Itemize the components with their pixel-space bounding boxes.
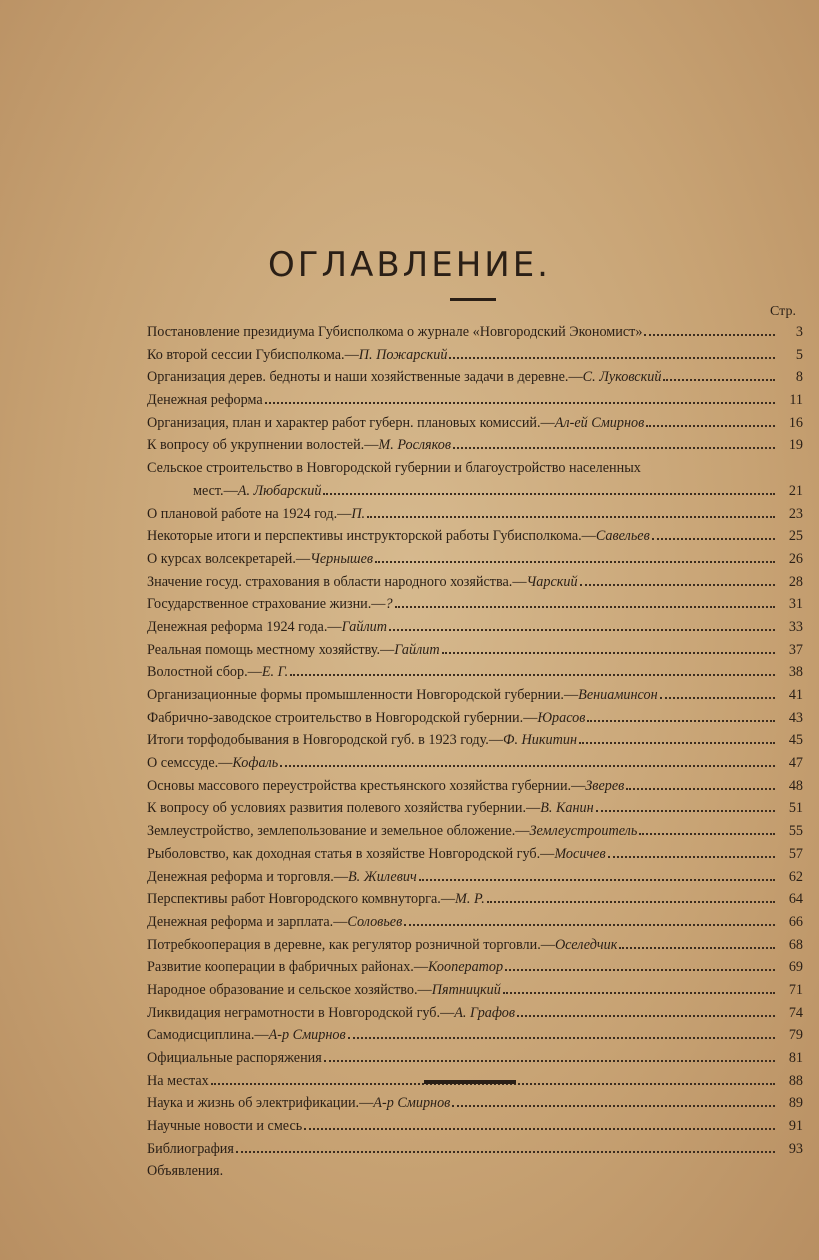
toc-entry-author: Землеустроитель [529, 823, 638, 840]
toc-entry-author: Кофаль [232, 755, 279, 772]
toc-entry [147, 820, 803, 843]
toc-title-text: Основы массового переустройства крестьянского хозяйства губернии.— [147, 777, 586, 794]
toc-title-text: мест.— [193, 482, 238, 499]
toc-entry-page: 91 [788, 1118, 803, 1135]
toc-entry [147, 1024, 803, 1047]
toc-entry-author: Е. Г. [261, 664, 289, 681]
dot-leader [608, 846, 775, 858]
dot-leader [323, 483, 775, 495]
toc-entry-page: 89 [788, 1095, 803, 1112]
toc-title-text: О плановой работе на 1924 год.— [147, 505, 352, 522]
toc-title-text: Перспективы работ Новгородского комвнуторга.— [147, 891, 456, 908]
toc-entry-title [147, 434, 451, 457]
toc-entry-author: Вениаминсон [578, 687, 658, 703]
toc-entry [147, 321, 803, 344]
toc-entry-page: 28 [788, 573, 803, 590]
toc-entry-title [193, 480, 321, 503]
toc-entry-title [147, 979, 501, 1002]
toc-title-text: Значение госуд. страхования в области народного хозяйства.— [147, 573, 527, 590]
toc-entry-title [147, 1002, 515, 1025]
toc-entry-author: С. Луковский [582, 369, 662, 386]
dot-leader [639, 823, 775, 835]
dot-leader [580, 574, 775, 586]
toc-entry [147, 525, 803, 548]
dot-leader [304, 1118, 775, 1130]
toc-title-text: К вопросу об условиях развития полевого хозяйства губернии.— [147, 800, 541, 817]
toc-entry-page: 69 [788, 959, 803, 976]
toc-entry-author: А. Любарский [237, 482, 322, 499]
toc-entry [147, 729, 803, 752]
toc-title-text: Ликвидация неграмотности в Новгородской губ.— [147, 1004, 455, 1021]
toc-title-text: О курсах волсекретарей.— [147, 550, 311, 567]
toc-entry [147, 956, 803, 979]
toc-title-text: Денежная реформа и зарплата.— [147, 913, 348, 930]
toc-entry-page: 25 [788, 528, 803, 545]
toc-entry [147, 389, 803, 412]
toc-entry-page: 8 [795, 369, 803, 386]
toc-title-text: Денежная реформа и торговля.— [147, 868, 349, 885]
toc-entry-page: 55 [788, 823, 803, 840]
toc-entry-page: 51 [788, 800, 803, 817]
toc-entry-page: 23 [788, 505, 803, 522]
dot-leader [452, 1095, 775, 1107]
toc-title-text: Научные новости и смесь [147, 1118, 303, 1135]
title-underline [450, 298, 496, 301]
toc-entry-title [147, 616, 387, 639]
toc-entry-page: 79 [788, 1027, 803, 1044]
toc-title-text: Землеустройство, землепользование и земельное обложение.— [147, 823, 530, 840]
toc-entry-title [147, 1160, 223, 1183]
dot-leader [375, 551, 775, 563]
dot-leader [579, 732, 775, 744]
toc-entry-page: 41 [788, 687, 803, 703]
dot-leader [503, 982, 775, 994]
toc-entry-page: 33 [788, 618, 803, 635]
toc-entry-page: 71 [788, 981, 803, 998]
toc-entry-page: 19 [788, 437, 803, 454]
toc-entry [147, 797, 803, 820]
toc-title-text: Денежная реформа 1924 года.— [147, 618, 342, 635]
toc-entry-author: В. Жилевич [348, 868, 417, 885]
toc-entry-page: 93 [788, 1140, 803, 1157]
toc-entry-author: Пятницкий [431, 981, 501, 998]
toc-entry [147, 1047, 803, 1070]
toc-entry-page: 62 [788, 868, 803, 885]
toc-title-text: Итоги торфодобывания в Новгородской губ. в 1923 году.— [147, 732, 504, 749]
dot-leader [290, 664, 775, 676]
toc-title-text: Народное образование и сельское хозяйство.— [147, 981, 432, 998]
toc-entry-author: Ал-ей Смирнов [554, 414, 645, 431]
toc-title-text: Реальная помощь местному хозяйству.— [147, 641, 395, 658]
dot-leader [663, 369, 775, 381]
toc-entry-page: 5 [795, 346, 803, 363]
toc-title-text: Государственное страхование жизни.— [147, 596, 386, 613]
toc-title-text: Библиография [147, 1140, 234, 1157]
toc-title-text: Организация дерев. бедноты и наши хозяйственные задачи в деревне.— [147, 369, 583, 386]
toc-title-text: На местах [147, 1072, 209, 1089]
toc-entry-title [147, 775, 624, 798]
toc-entry-title [147, 934, 617, 957]
toc-title-text: Постановление президиума Губисполкома о журнале «Новгородский Экономист» [147, 324, 643, 340]
toc-entry-author: А-р Смирнов [373, 1095, 451, 1112]
toc-entry-title [147, 729, 577, 752]
toc-title-text: Рыболовство, как доходная статья в хозяйстве Новгородской губ.— [147, 845, 555, 862]
toc-entry [147, 1138, 803, 1161]
toc-entry-title [147, 593, 393, 616]
toc-entry [147, 503, 803, 526]
toc-title-text: К вопросу об укрупнении волостей.— [147, 437, 379, 454]
toc-entry [147, 979, 803, 1002]
toc-entry-title [147, 344, 447, 367]
toc-entry [147, 593, 803, 616]
toc-entry-page: 43 [788, 709, 803, 726]
toc-entry [147, 639, 803, 662]
toc-entry-title [147, 1070, 209, 1093]
toc-title-text: Ко второй сессии Губисполкома.— [147, 346, 359, 363]
toc-entry-author: Соловьев [347, 913, 403, 930]
toc-entry [147, 571, 803, 594]
dot-leader [395, 596, 775, 608]
toc-entry-title [147, 707, 585, 730]
toc-title-text: Самодисциплина.— [147, 1027, 269, 1044]
dot-leader [348, 1027, 775, 1039]
toc-entry-page: 81 [788, 1050, 803, 1066]
toc-entry [147, 866, 803, 889]
toc-entry-author: Чарский [526, 573, 578, 590]
toc-entry-author: Гайлит [394, 641, 440, 658]
dot-leader [324, 1050, 775, 1062]
dot-leader [442, 642, 775, 654]
dot-leader [449, 347, 775, 359]
toc-entry-author: М. Р. [455, 891, 485, 908]
toc-entry-page: 38 [788, 664, 803, 681]
toc-entry-title [147, 684, 658, 707]
toc-entry [147, 843, 803, 866]
toc-entry-author: Гайлит [341, 618, 388, 635]
toc-entry-author: А. Графов [454, 1004, 516, 1021]
toc-title-text: Организация, план и характер работ губерн. плановых комиссий.— [147, 414, 555, 431]
dot-leader [505, 959, 775, 971]
toc-entry-title [147, 366, 661, 389]
toc-entry-title [147, 457, 641, 480]
toc-entry-page: 21 [788, 482, 803, 499]
toc-entry [147, 366, 803, 389]
toc-entry-author: Кооператор [428, 959, 504, 976]
toc-entry-title [147, 661, 288, 684]
page-title: ОГЛАВЛЕНИЕ. [268, 245, 551, 285]
dot-leader [419, 869, 775, 881]
toc-entry-title [147, 888, 485, 911]
toc-entry-title [147, 548, 373, 571]
toc-entry-page: 3 [795, 324, 803, 340]
toc-title-text: Волостной сбор.— [147, 664, 262, 681]
toc-entry-title [147, 843, 606, 866]
dot-leader [389, 619, 775, 631]
toc-entry-page: 48 [788, 777, 803, 794]
toc-entry-page: 45 [788, 732, 803, 749]
toc-title-text: Официальные распоряжения [147, 1050, 322, 1066]
toc-entry [147, 434, 803, 457]
toc-entry [147, 344, 803, 367]
toc-entry-author: В. Канин [540, 800, 594, 817]
toc-entry-page: 16 [788, 414, 803, 431]
toc-entry-author: Зверев [585, 777, 625, 794]
dot-leader [626, 778, 775, 790]
toc-entry [147, 911, 803, 934]
toc-entry-author: П. Пожарский [358, 346, 448, 363]
toc-entry-author: Мосичев [554, 845, 606, 862]
toc-title-text: О семссуде.— [147, 755, 233, 772]
toc-title-text: Денежная реформа [147, 392, 263, 409]
toc-entry-title [147, 752, 278, 775]
toc-title-text: Организационные формы промышленности Новгородской губернии.— [147, 687, 579, 703]
toc-entry-page: 74 [788, 1004, 803, 1021]
toc-entry-author: А-р Смирнов [268, 1027, 346, 1044]
toc-entry [147, 1115, 803, 1138]
dot-leader [265, 392, 775, 404]
toc-entry [147, 616, 803, 639]
toc-entry-page: 68 [788, 936, 803, 953]
toc-entry-title [147, 571, 578, 594]
toc-title-text: Развитие кооперации в фабричных районах.— [147, 959, 429, 976]
toc-entry-title [147, 866, 417, 889]
toc-entry [147, 752, 803, 775]
dot-leader [646, 415, 775, 427]
toc-entry [147, 457, 803, 480]
toc-entry-page: 64 [788, 891, 803, 908]
dot-leader [236, 1141, 775, 1153]
dot-leader [660, 687, 775, 699]
toc-entry-title [147, 911, 402, 934]
dot-leader [652, 528, 775, 540]
toc-entry-title [147, 1047, 322, 1070]
toc-entry-title [147, 639, 440, 662]
toc-entry-page: 47 [788, 755, 803, 772]
toc-entry-page: 26 [788, 550, 803, 567]
toc-entry-title [147, 956, 503, 979]
toc-entry-author: Чернышев [310, 550, 374, 567]
dot-leader [619, 937, 775, 949]
toc-entry-title [147, 1024, 346, 1047]
toc-entry-author: Оселедчик [554, 936, 618, 953]
toc-entry-page: 31 [788, 596, 803, 613]
toc-title-text: Сельское строительство в Новгородской губернии и благоустройство населенных [147, 460, 641, 477]
toc-title-text: Фабрично-заводское строительство в Новгородской губернии.— [147, 709, 538, 726]
toc-entry-author: ? [385, 596, 393, 613]
bottom-divider [424, 1080, 516, 1084]
dot-leader [280, 755, 775, 767]
toc-entry-author: П. [351, 505, 366, 522]
toc-entry-page: 11 [789, 392, 803, 409]
toc-entry [147, 934, 803, 957]
toc-title-text: Некоторые итоги и перспективы инструкторской работы Губисполкома.— [147, 528, 596, 545]
toc-entry-title [147, 820, 637, 843]
toc-entry-author: М. Росляков [378, 437, 451, 454]
dot-leader [644, 324, 775, 336]
dot-leader [487, 891, 775, 903]
toc-title-text: Объявления. [147, 1163, 224, 1180]
toc-entry [147, 888, 803, 911]
toc-entry-title [147, 321, 642, 344]
table-of-contents [147, 321, 803, 1183]
toc-entry-title [147, 503, 365, 526]
toc-entry [147, 412, 803, 435]
toc-entry-title [147, 797, 594, 820]
toc-title-text: Потребкооперация в деревне, как регулятор розничной торговли.— [147, 936, 555, 953]
toc-entry-page: 88 [788, 1072, 803, 1089]
toc-entry-page: 66 [788, 913, 803, 930]
toc-entry-title [147, 525, 650, 548]
dot-leader [587, 710, 775, 722]
dot-leader [517, 1005, 775, 1017]
toc-entry-page: 37 [788, 641, 803, 658]
toc-entry [147, 1002, 803, 1025]
toc-entry [147, 775, 803, 798]
dot-leader [367, 506, 775, 518]
page-column-label: Стр. [770, 304, 796, 319]
toc-entry [147, 1160, 803, 1183]
dot-leader [404, 914, 775, 926]
toc-entry-title [147, 1092, 450, 1115]
toc-entry-author: Ф. Никитин [503, 732, 577, 749]
toc-entry-author: Юрасов [537, 709, 586, 726]
toc-entry-title [147, 1138, 234, 1161]
toc-title-text: Наука и жизнь об электрификации.— [147, 1095, 374, 1112]
dot-leader [596, 800, 775, 812]
toc-entry-title [147, 1115, 302, 1138]
toc-entry [147, 707, 803, 730]
toc-entry [147, 684, 803, 707]
toc-entry [147, 548, 803, 571]
toc-entry-title [147, 412, 644, 435]
toc-entry [147, 661, 803, 684]
dot-leader [453, 437, 775, 449]
toc-entry [147, 480, 803, 503]
toc-entry [147, 1092, 803, 1115]
toc-entry-author: Савельев [595, 528, 650, 545]
toc-entry-page: 57 [788, 845, 803, 862]
toc-entry-title [147, 389, 263, 412]
